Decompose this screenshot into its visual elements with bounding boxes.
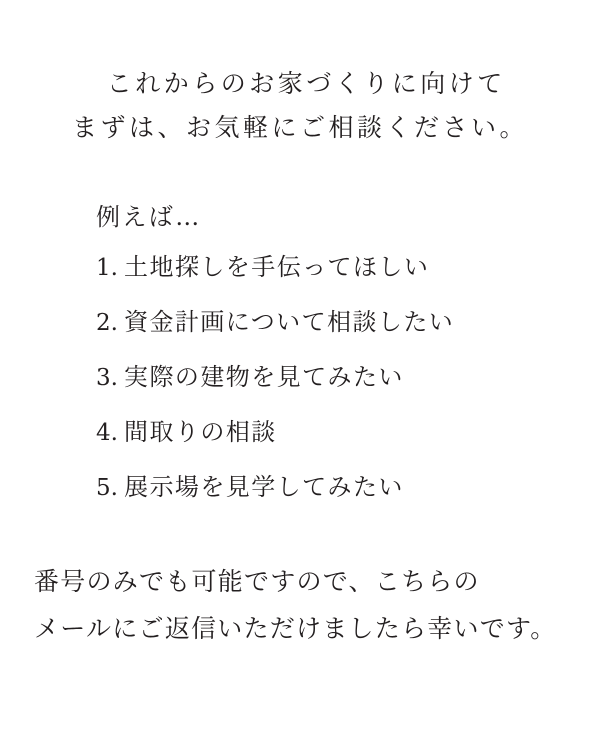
list-item-label: 実際の建物を見てみたい xyxy=(124,363,404,391)
list-item-number: 1. xyxy=(96,255,118,281)
list-lead: 例えば… xyxy=(96,203,202,231)
intro-line-2: まずは、お気軽にご相談ください。 xyxy=(71,113,528,142)
list-item xyxy=(96,250,600,305)
list-item xyxy=(96,470,600,525)
outro-line-1: 番号のみでも可能ですので、こちらの xyxy=(34,567,480,596)
list-item-label: 展示場を見学してみたい xyxy=(124,473,404,501)
intro-paragraph xyxy=(0,0,600,150)
outro-paragraph xyxy=(0,525,600,652)
list-item-label: 間取りの相談 xyxy=(124,418,277,446)
outro-line-2: メールにご返信いただけましたら幸いです。 xyxy=(34,614,557,643)
intro-line-1: これからのお家づくりに向けて xyxy=(106,69,506,98)
list-item xyxy=(96,415,600,470)
list-item-number: 3. xyxy=(96,365,118,391)
list-item xyxy=(96,305,600,360)
list-item xyxy=(96,360,600,415)
list-item-number: 5. xyxy=(96,475,118,501)
list-item-number: 4. xyxy=(96,420,118,446)
list-item-label: 資金計画について相談したい xyxy=(124,308,455,336)
list-item-label: 土地探しを手伝ってほしい xyxy=(124,253,430,281)
list-item-number: 2. xyxy=(96,310,118,336)
request-examples-list xyxy=(0,150,600,525)
